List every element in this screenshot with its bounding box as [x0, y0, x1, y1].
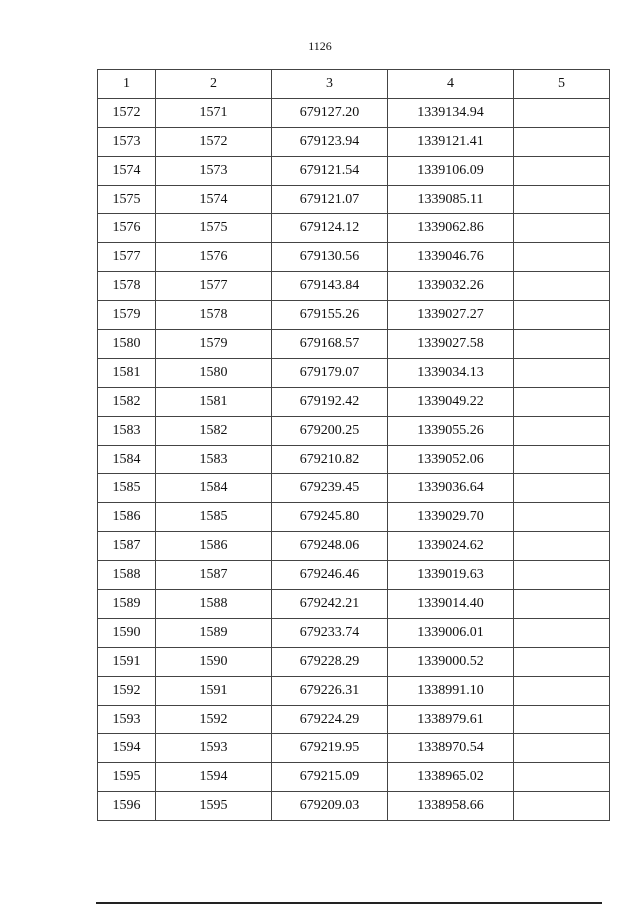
table-row [98, 416, 610, 445]
table-cell-col-4: 1339085.11 [388, 185, 514, 214]
table-cell-col-3: 679233.74 [272, 618, 388, 647]
table-row [98, 647, 610, 676]
table-cell-col-1: 1586 [98, 503, 156, 532]
table-row [98, 561, 610, 590]
table-cell-col-1: 1579 [98, 301, 156, 330]
table-row [98, 474, 610, 503]
table-cell-col-5 [514, 618, 610, 647]
table-cell-col-2: 1590 [156, 647, 272, 676]
table-cell-col-1: 1593 [98, 705, 156, 734]
table-cell-col-5 [514, 676, 610, 705]
table-row [98, 272, 610, 301]
table-cell-col-4: 1339055.26 [388, 416, 514, 445]
table-cell-col-5 [514, 445, 610, 474]
table-row [98, 301, 610, 330]
table-cell-col-4: 1339029.70 [388, 503, 514, 532]
table-cell-col-3: 679246.46 [272, 561, 388, 590]
table-cell-col-4: 1339019.63 [388, 561, 514, 590]
table-cell-col-5 [514, 590, 610, 619]
column-header-4: 4 [388, 70, 514, 99]
table-cell-col-3: 679143.84 [272, 272, 388, 301]
table-cell-col-1: 1572 [98, 98, 156, 127]
table-cell-col-2: 1587 [156, 561, 272, 590]
page-number: 1126 [308, 39, 332, 53]
coordinates-table [97, 69, 610, 821]
table-cell-col-4: 1339014.40 [388, 590, 514, 619]
table-cell-col-3: 679155.26 [272, 301, 388, 330]
column-header-2: 2 [156, 70, 272, 99]
table-row [98, 214, 610, 243]
table-cell-col-5 [514, 358, 610, 387]
table-cell-col-3: 679248.06 [272, 532, 388, 561]
table-cell-col-5 [514, 272, 610, 301]
table-cell-col-5 [514, 214, 610, 243]
table-cell-col-3: 679124.12 [272, 214, 388, 243]
table-cell-col-5 [514, 330, 610, 359]
table-cell-col-5 [514, 243, 610, 272]
table-cell-col-1: 1588 [98, 561, 156, 590]
column-header-3: 3 [272, 70, 388, 99]
table-cell-col-5 [514, 705, 610, 734]
table-cell-col-5 [514, 792, 610, 821]
table-row [98, 734, 610, 763]
table-cell-col-4: 1338965.02 [388, 763, 514, 792]
table-cell-col-4: 1339027.27 [388, 301, 514, 330]
table-cell-col-2: 1593 [156, 734, 272, 763]
table-cell-col-4: 1339006.01 [388, 618, 514, 647]
table-cell-col-5 [514, 301, 610, 330]
table-cell-col-2: 1583 [156, 445, 272, 474]
table-cell-col-4: 1339052.06 [388, 445, 514, 474]
table-cell-col-3: 679224.29 [272, 705, 388, 734]
table-cell-col-3: 679245.80 [272, 503, 388, 532]
table-cell-col-3: 679228.29 [272, 647, 388, 676]
table-cell-col-1: 1581 [98, 358, 156, 387]
table-cell-col-3: 679242.21 [272, 590, 388, 619]
table-cell-col-4: 1338958.66 [388, 792, 514, 821]
table-row [98, 387, 610, 416]
table-cell-col-5 [514, 474, 610, 503]
table-cell-col-1: 1585 [98, 474, 156, 503]
table-cell-col-2: 1573 [156, 156, 272, 185]
table-row [98, 590, 610, 619]
table-cell-col-5 [514, 763, 610, 792]
table-cell-col-5 [514, 98, 610, 127]
table-cell-col-1: 1596 [98, 792, 156, 821]
table-cell-col-1: 1592 [98, 676, 156, 705]
table-cell-col-2: 1595 [156, 792, 272, 821]
table-cell-col-2: 1578 [156, 301, 272, 330]
table-cell-col-1: 1589 [98, 590, 156, 619]
table-row [98, 330, 610, 359]
table-cell-col-3: 679179.07 [272, 358, 388, 387]
table-cell-col-3: 679192.42 [272, 387, 388, 416]
table-cell-col-3: 679219.95 [272, 734, 388, 763]
table-cell-col-1: 1595 [98, 763, 156, 792]
table-cell-col-5 [514, 532, 610, 561]
table-cell-col-2: 1571 [156, 98, 272, 127]
table-cell-col-2: 1575 [156, 214, 272, 243]
table-cell-col-2: 1579 [156, 330, 272, 359]
table-cell-col-1: 1594 [98, 734, 156, 763]
table-cell-col-2: 1585 [156, 503, 272, 532]
table-cell-col-2: 1586 [156, 532, 272, 561]
table-cell-col-5 [514, 647, 610, 676]
table-cell-col-4: 1339032.26 [388, 272, 514, 301]
table-cell-col-1: 1584 [98, 445, 156, 474]
table-cell-col-4: 1339027.58 [388, 330, 514, 359]
table-row [98, 185, 610, 214]
table-cell-col-3: 679210.82 [272, 445, 388, 474]
table-cell-col-5 [514, 127, 610, 156]
table-cell-col-2: 1577 [156, 272, 272, 301]
table-cell-col-1: 1573 [98, 127, 156, 156]
table-cell-col-3: 679121.54 [272, 156, 388, 185]
table-cell-col-4: 1339106.09 [388, 156, 514, 185]
table-cell-col-3: 679123.94 [272, 127, 388, 156]
table-cell-col-5 [514, 185, 610, 214]
table-cell-col-3: 679127.20 [272, 98, 388, 127]
table-cell-col-3: 679121.07 [272, 185, 388, 214]
table-row [98, 243, 610, 272]
table-cell-col-1: 1587 [98, 532, 156, 561]
column-header-1: 1 [98, 70, 156, 99]
table-cell-col-1: 1576 [98, 214, 156, 243]
table-row [98, 705, 610, 734]
table-cell-col-2: 1589 [156, 618, 272, 647]
table-cell-col-1: 1591 [98, 647, 156, 676]
table-row [98, 358, 610, 387]
table-cell-col-4: 1339121.41 [388, 127, 514, 156]
table-cell-col-3: 679226.31 [272, 676, 388, 705]
table-cell-col-3: 679209.03 [272, 792, 388, 821]
table-cell-col-4: 1338991.10 [388, 676, 514, 705]
table-cell-col-4: 1339134.94 [388, 98, 514, 127]
table-cell-col-5 [514, 503, 610, 532]
table-cell-col-5 [514, 561, 610, 590]
table-cell-col-2: 1582 [156, 416, 272, 445]
table-cell-col-1: 1583 [98, 416, 156, 445]
table-row [98, 532, 610, 561]
table-cell-col-2: 1572 [156, 127, 272, 156]
table-row [98, 156, 610, 185]
table-cell-col-4: 1339049.22 [388, 387, 514, 416]
table-row [98, 503, 610, 532]
table-row [98, 127, 610, 156]
table-cell-col-2: 1580 [156, 358, 272, 387]
table-cell-col-4: 1339046.76 [388, 243, 514, 272]
table-cell-col-4: 1339024.62 [388, 532, 514, 561]
table-row [98, 676, 610, 705]
table-header-row [98, 70, 610, 99]
table-cell-col-4: 1339036.64 [388, 474, 514, 503]
table-cell-col-2: 1592 [156, 705, 272, 734]
table-row [98, 445, 610, 474]
table-body [98, 98, 610, 820]
table-cell-col-4: 1338970.54 [388, 734, 514, 763]
table-cell-col-3: 679200.25 [272, 416, 388, 445]
table-cell-col-5 [514, 416, 610, 445]
table-cell-col-1: 1580 [98, 330, 156, 359]
table-cell-col-1: 1575 [98, 185, 156, 214]
table-row [98, 763, 610, 792]
table-cell-col-5 [514, 387, 610, 416]
table-cell-col-1: 1577 [98, 243, 156, 272]
table-cell-col-1: 1590 [98, 618, 156, 647]
column-header-5: 5 [514, 70, 610, 99]
bottom-rule [96, 902, 602, 904]
table-cell-col-2: 1581 [156, 387, 272, 416]
table-cell-col-4: 1339000.52 [388, 647, 514, 676]
table-cell-col-2: 1594 [156, 763, 272, 792]
table-cell-col-2: 1584 [156, 474, 272, 503]
table-cell-col-1: 1578 [98, 272, 156, 301]
table-cell-col-4: 1339034.13 [388, 358, 514, 387]
table-cell-col-3: 679168.57 [272, 330, 388, 359]
table-cell-col-2: 1574 [156, 185, 272, 214]
table-cell-col-4: 1339062.86 [388, 214, 514, 243]
table-row [98, 98, 610, 127]
table-cell-col-1: 1574 [98, 156, 156, 185]
table-cell-col-2: 1576 [156, 243, 272, 272]
table-cell-col-3: 679239.45 [272, 474, 388, 503]
table-cell-col-5 [514, 156, 610, 185]
table-cell-col-1: 1582 [98, 387, 156, 416]
table-cell-col-2: 1588 [156, 590, 272, 619]
table-cell-col-3: 679130.56 [272, 243, 388, 272]
table-cell-col-4: 1338979.61 [388, 705, 514, 734]
table-row [98, 792, 610, 821]
table-cell-col-5 [514, 734, 610, 763]
table-cell-col-3: 679215.09 [272, 763, 388, 792]
table-row [98, 618, 610, 647]
table-cell-col-2: 1591 [156, 676, 272, 705]
